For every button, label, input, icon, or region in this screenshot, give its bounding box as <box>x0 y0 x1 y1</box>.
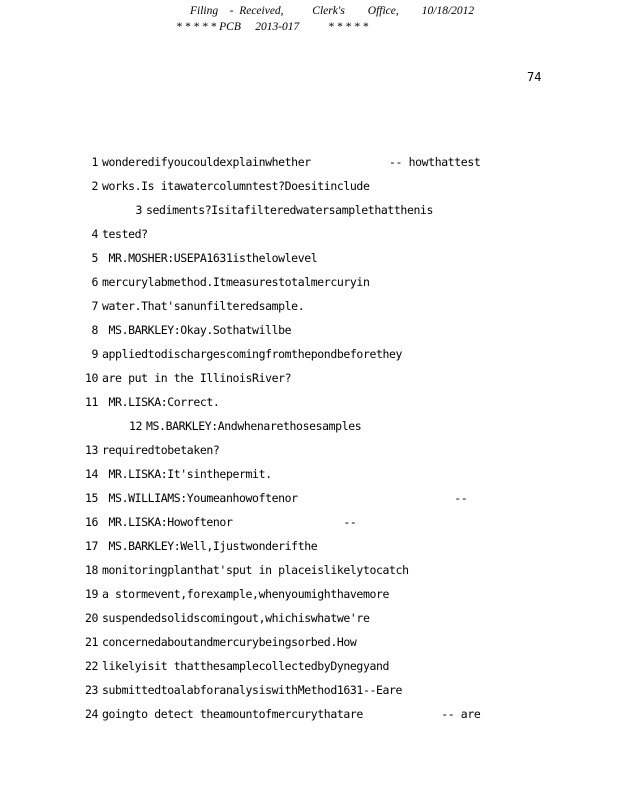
line-text: MR.LISKA:Correct. <box>102 395 220 409</box>
line-number: 24 <box>84 707 98 721</box>
line-text: tested? <box>102 227 148 241</box>
line-number: 1 <box>91 155 98 169</box>
line-number: 4 <box>91 227 98 241</box>
line-text: MR.MOSHER:USEPA1631isthelowlevel <box>102 251 318 265</box>
line-text: concernedaboutandmercurybeingsorbed.How <box>102 635 357 649</box>
line-number: 14 <box>84 467 98 481</box>
line-number: 21 <box>84 635 98 649</box>
line-number: 3 <box>135 203 142 217</box>
line-text: requiredtobetaken? <box>102 443 220 457</box>
line-number: 6 <box>91 275 98 289</box>
line-number: 20 <box>84 611 98 625</box>
line-number: 7 <box>91 299 98 313</box>
line-number: 5 <box>91 251 98 265</box>
line-text: likelyisit thatthesamplecollectedbyDynegyand <box>102 659 390 673</box>
line-text: MR.LISKA:Howoftenor -- <box>102 515 357 529</box>
line-text: submittedtoalabforanalysiswithMethod1631--Eare <box>102 683 403 697</box>
line-text: MR.LISKA:It'sinthepermit. <box>102 467 272 481</box>
line-text: MS.BARKLEY:Okay.Sothatwillbe <box>102 323 292 337</box>
filing-stamp-line-1: Filing - Received, Clerk's Office, 10/18/2012 <box>190 5 475 17</box>
line-number: 19 <box>84 587 98 601</box>
line-text: mercurylabmethod.Itmeasurestotalmercuryin <box>102 275 370 289</box>
filing-stamp-line-2: * * * * * PCB 2013-017 * * * * * <box>176 21 369 33</box>
line-number: 18 <box>84 563 98 577</box>
line-number: 16 <box>84 515 98 529</box>
line-text: goingto detect theamountofmercurythatare -- are <box>102 707 481 721</box>
line-text: a stormevent,forexample,whenyoumighthavemore <box>102 587 390 601</box>
line-text: suspendedsolidscomingout,whichiswhatwe're <box>102 611 370 625</box>
line-text: MS.WILLIAMS:Youmeanhowoftenor -- <box>102 491 468 505</box>
line-number: 13 <box>84 443 98 457</box>
line-number: 8 <box>91 323 98 337</box>
line-text: water.That'sanunfilteredsample. <box>102 299 305 313</box>
line-text: monitoringplanthat'sput in placeislikelytocatch <box>102 563 409 577</box>
line-number: 17 <box>84 539 98 553</box>
line-text: wonderedifyoucouldexplainwhether -- howthattest <box>102 155 481 169</box>
line-text: MS.BARKLEY:Andwhenarethosesamples <box>146 419 362 433</box>
line-number: 12 <box>128 419 142 433</box>
line-number: 23 <box>84 683 98 697</box>
line-text: are put in the IllinoisRiver? <box>102 371 292 385</box>
line-number: 11 <box>84 395 98 409</box>
line-number: 10 <box>84 371 98 385</box>
line-number: 9 <box>91 347 98 361</box>
page-number: 74 <box>527 70 542 84</box>
line-text: sediments?Isitafilteredwatersamplethatthenis <box>146 203 434 217</box>
line-text: appliedtodischargescomingfromthepondbeforethey <box>102 347 403 361</box>
line-text: works.Is itawatercolumntest?Doesitinclude <box>102 179 370 193</box>
line-number: 2 <box>91 179 98 193</box>
line-number: 15 <box>84 491 98 505</box>
line-number: 22 <box>84 659 98 673</box>
line-text: MS.BARKLEY:Well,Ijustwonderifthe <box>102 539 318 553</box>
